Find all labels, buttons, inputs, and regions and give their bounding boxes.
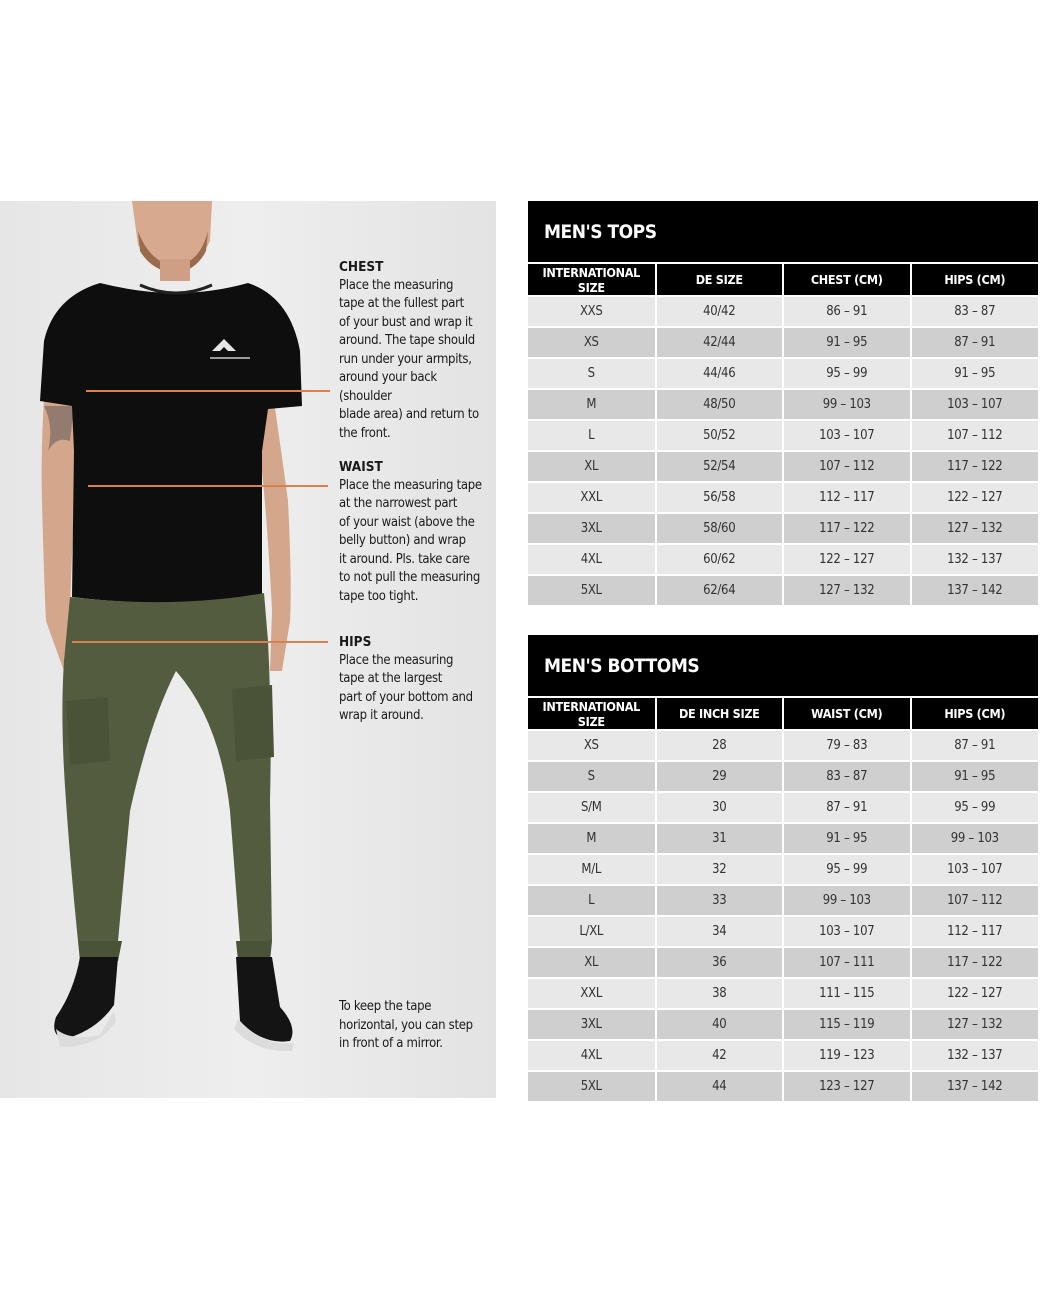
column-header: HIPS (CM) [911,697,1039,730]
mirror-tip: To keep the tape horizontal, you can step in front of a mirror. [339,999,473,1051]
column-header: DE INCH SIZE [656,697,784,730]
chest-instructions [339,258,489,443]
table-cell: 83 – 87 [911,296,1039,327]
table-cell: 42/44 [656,327,784,358]
chest-measure-line [86,390,330,392]
table-cell: L [528,420,656,451]
waist-instructions [339,458,489,606]
hips-heading: HIPS [339,634,372,650]
table-cell: 50/52 [656,420,784,451]
table-row [528,947,1038,978]
table-cell: 79 – 83 [783,730,911,761]
table-cell: 99 – 103 [783,885,911,916]
table-cell: 112 – 117 [911,916,1039,947]
table-cell: 40 [656,1009,784,1040]
table-cell: XS [528,730,656,761]
tops-size-table [528,262,1038,605]
bottoms-size-table [528,696,1038,1101]
table-cell: 103 – 107 [911,389,1039,420]
table-cell: 44/46 [656,358,784,389]
table-row [528,544,1038,575]
table-cell: 5XL [528,575,656,605]
column-header: INTERNATIONAL SIZE [528,697,656,730]
hips-instructions [339,633,489,726]
table-row [528,916,1038,947]
hips-measure-line [72,641,328,643]
table-cell: M/L [528,854,656,885]
table-cell: 137 – 142 [911,575,1039,605]
table-cell: 40/42 [656,296,784,327]
table-cell: 95 – 99 [783,358,911,389]
column-header: WAIST (CM) [783,697,911,730]
table-row [528,482,1038,513]
table-cell: L/XL [528,916,656,947]
table-row [528,358,1038,389]
table-cell: 83 – 87 [783,761,911,792]
table-row [528,1071,1038,1101]
table-row [528,1040,1038,1071]
bottoms-title: MEN'S BOTTOMS [528,635,1038,696]
table-cell: S [528,358,656,389]
table-cell: 111 – 115 [783,978,911,1009]
table-cell: 107 – 112 [911,885,1039,916]
table-cell: 91 – 95 [783,327,911,358]
table-cell: 112 – 117 [783,482,911,513]
chest-text: Place the measuring tape at the fullest part of your bust and wrap it around. The tape should run under your armpits, around your back (shoulder blade area) and return to the front. [339,277,479,441]
table-cell: 62/64 [656,575,784,605]
table-row [528,761,1038,792]
table-cell: 34 [656,916,784,947]
table-cell: 132 – 137 [911,1040,1039,1071]
bottoms-header-row [528,697,1038,730]
table-cell: 44 [656,1071,784,1101]
hips-text: Place the measuring tape at the largest part of your bottom and wrap it around. [339,652,473,723]
table-cell: 87 – 91 [911,327,1039,358]
table-cell: 38 [656,978,784,1009]
table-row [528,451,1038,482]
table-cell: 122 – 127 [911,482,1039,513]
table-row [528,296,1038,327]
table-cell: L [528,885,656,916]
table-cell: 87 – 91 [911,730,1039,761]
table-cell: 127 – 132 [911,513,1039,544]
table-cell: 99 – 103 [911,823,1039,854]
column-header: INTERNATIONAL SIZE [528,263,656,296]
table-cell: XXL [528,978,656,1009]
table-row [528,730,1038,761]
table-cell: 87 – 91 [783,792,911,823]
column-header: DE SIZE [656,263,784,296]
table-cell: 3XL [528,1009,656,1040]
table-cell: 58/60 [656,513,784,544]
table-cell: 36 [656,947,784,978]
table-cell: 91 – 95 [911,358,1039,389]
table-row [528,1009,1038,1040]
table-cell: 95 – 99 [783,854,911,885]
table-cell: 107 – 112 [911,420,1039,451]
tops-header-row [528,263,1038,296]
table-cell: 127 – 132 [783,575,911,605]
mens-bottoms-chart [528,635,1038,1101]
table-cell: 132 – 137 [911,544,1039,575]
table-cell: 29 [656,761,784,792]
table-cell: 137 – 142 [911,1071,1039,1101]
table-row [528,792,1038,823]
column-header: CHEST (CM) [783,263,911,296]
table-cell: 4XL [528,1040,656,1071]
table-cell: XS [528,327,656,358]
waist-heading: WAIST [339,459,383,475]
table-cell: 119 – 123 [783,1040,911,1071]
table-row [528,823,1038,854]
table-cell: 127 – 132 [911,1009,1039,1040]
table-row [528,978,1038,1009]
table-cell: 99 – 103 [783,389,911,420]
table-cell: S/M [528,792,656,823]
table-cell: 31 [656,823,784,854]
table-cell: XL [528,451,656,482]
table-cell: M [528,389,656,420]
tops-title: MEN'S TOPS [528,201,1038,262]
table-cell: 42 [656,1040,784,1071]
table-cell: 30 [656,792,784,823]
table-cell: S [528,761,656,792]
table-cell: 117 – 122 [911,947,1039,978]
table-cell: XL [528,947,656,978]
table-cell: 103 – 107 [911,854,1039,885]
table-cell: 103 – 107 [783,420,911,451]
table-cell: 123 – 127 [783,1071,911,1101]
table-cell: 117 – 122 [783,513,911,544]
mens-tops-chart [528,201,1038,605]
table-cell: 28 [656,730,784,761]
table-cell: M [528,823,656,854]
table-cell: 103 – 107 [783,916,911,947]
table-cell: 95 – 99 [911,792,1039,823]
table-cell: 117 – 122 [911,451,1039,482]
waist-text: Place the measuring tape at the narrowest part of your waist (above the belly button) and wrap it around. Pls. take care to not pull the measuring tape too tight. [339,477,482,604]
table-cell: 48/50 [656,389,784,420]
table-row [528,513,1038,544]
table-row [528,575,1038,605]
table-cell: XXL [528,482,656,513]
table-cell: 86 – 91 [783,296,911,327]
table-cell: 60/62 [656,544,784,575]
table-cell: XXS [528,296,656,327]
table-cell: 107 – 112 [783,451,911,482]
table-row [528,854,1038,885]
table-cell: 56/58 [656,482,784,513]
waist-measure-line [88,485,328,487]
table-cell: 122 – 127 [783,544,911,575]
table-cell: 122 – 127 [911,978,1039,1009]
column-header: HIPS (CM) [911,263,1039,296]
table-row [528,327,1038,358]
table-cell: 115 – 119 [783,1009,911,1040]
table-cell: 91 – 95 [783,823,911,854]
table-cell: 91 – 95 [911,761,1039,792]
table-cell: 33 [656,885,784,916]
table-cell: 3XL [528,513,656,544]
table-cell: 107 – 111 [783,947,911,978]
table-cell: 4XL [528,544,656,575]
table-row [528,885,1038,916]
table-row [528,389,1038,420]
table-cell: 52/54 [656,451,784,482]
table-cell: 5XL [528,1071,656,1101]
chest-heading: CHEST [339,259,384,275]
table-row [528,420,1038,451]
table-cell: 32 [656,854,784,885]
